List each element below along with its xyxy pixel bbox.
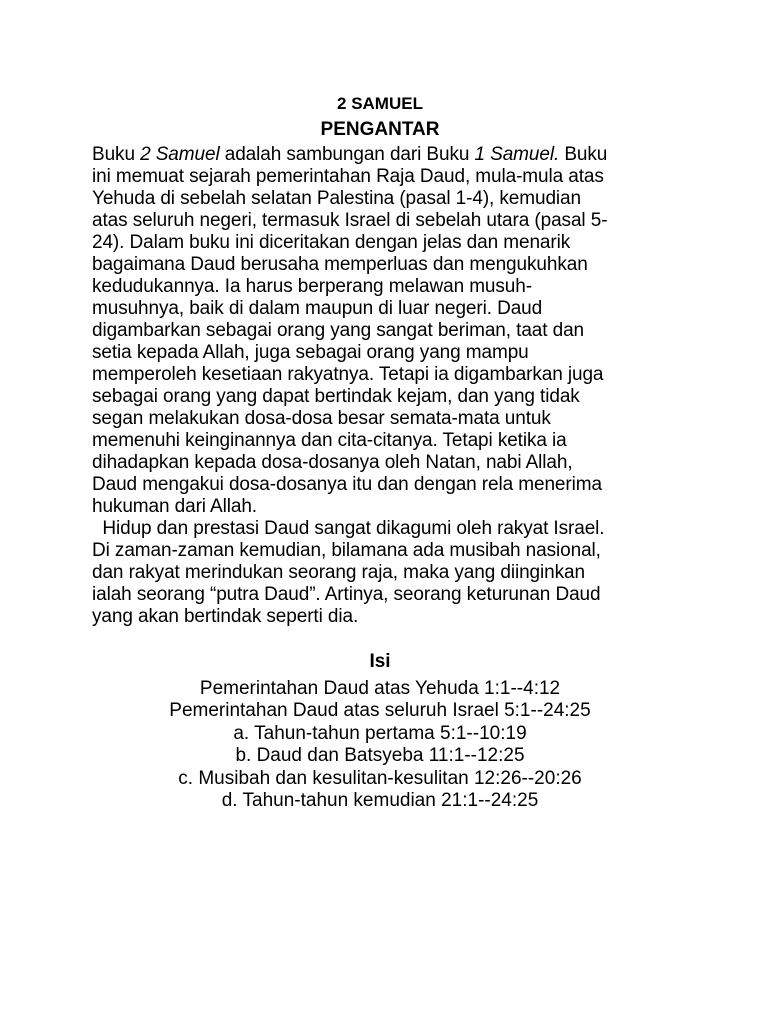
intro-paragraph: [92, 144, 668, 518]
section-title: PENGANTAR: [320, 119, 440, 140]
second-line: yang akan bertindak seperti dia.: [92, 606, 359, 627]
document-page: [92, 94, 668, 812]
intro-line: digambarkan sebagai orang yang sangat beriman, taat dan: [92, 320, 585, 341]
intro-line: segan melakukan dosa-dosa besar semata-mata untuk: [92, 408, 551, 429]
intro-line: dihadapkan kepada dosa-dosanya oleh Natan, nabi Allah,: [92, 452, 573, 473]
second-line: dan rakyat merindukan seorang raja, maka yang diinginkan: [92, 562, 585, 583]
intro-line: memperoleh kesetiaan rakyatnya. Tetapi ia digambarkan juga: [92, 364, 604, 385]
book-reference: 1 Samuel.: [474, 144, 560, 165]
contents-title: Isi: [369, 651, 391, 672]
intro-line-1: [92, 144, 668, 166]
intro-line: setia kepada Allah, juga sebagai orang yang mampu: [92, 342, 529, 363]
contents-item: a. Tahun-tahun pertama 5:1--10:19: [233, 722, 527, 744]
contents-item: d. Tahun-tahun kemudian 21:1--24:25: [221, 790, 539, 812]
contents-list: [92, 678, 668, 812]
intro-line: atas seluruh negeri, termasuk Israel di sebelah utara (pasal 5-: [92, 210, 608, 231]
contents-item: c. Musibah dan kesulitan-kesulitan 12:26--20:26: [178, 767, 582, 789]
intro-line: memenuhi keinginannya dan cita-citanya. Tetapi ketika ia: [92, 430, 567, 451]
contents-item: Pemerintahan Daud atas seluruh Israel 5:1--24:25: [169, 700, 591, 722]
intro-line: Daud mengakui dosa-dosanya itu dan dengan rela menerima: [92, 474, 602, 495]
second-line: ialah seorang “putra Daud”. Artinya, seorang keturunan Daud: [92, 584, 601, 605]
intro-text: adalah sambungan dari Buku: [219, 144, 475, 165]
intro-line: ini memuat sejarah pemerintahan Raja Daud, mula-mula atas: [92, 166, 604, 187]
second-line: Hidup dan prestasi Daud sangat dikagumi oleh rakyat Israel.: [92, 518, 605, 539]
intro-line: 24). Dalam buku ini diceritakan dengan jelas dan menarik: [92, 232, 571, 253]
intro-text: Buku: [92, 144, 141, 165]
intro-line: hukuman dari Allah.: [92, 496, 257, 517]
contents-item: Pemerintahan Daud atas Yehuda 1:1--4:12: [199, 678, 561, 699]
intro-line: musuhnya, baik di dalam maupun di luar negeri. Daud: [92, 298, 543, 319]
second-paragraph: [92, 518, 668, 628]
intro-line: bagaimana Daud berusaha memperluas dan mengukuhkan: [92, 254, 588, 275]
intro-text: Buku: [559, 144, 608, 165]
book-reference: 2 Samuel: [140, 144, 220, 165]
second-line: Di zaman-zaman kemudian, bilamana ada musibah nasional,: [92, 540, 601, 561]
book-title: 2 SAMUEL: [337, 94, 423, 113]
contents-item: b. Daud dan Batsyeba 11:1--12:25: [235, 745, 525, 767]
intro-line: kedudukannya. Ia harus berperang melawan musuh-: [92, 276, 532, 297]
intro-line: sebagai orang yang dapat bertindak kejam, dan yang tidak: [92, 386, 580, 407]
intro-line: Yehuda di sebelah selatan Palestina (pasal 1-4), kemudian: [92, 188, 581, 209]
